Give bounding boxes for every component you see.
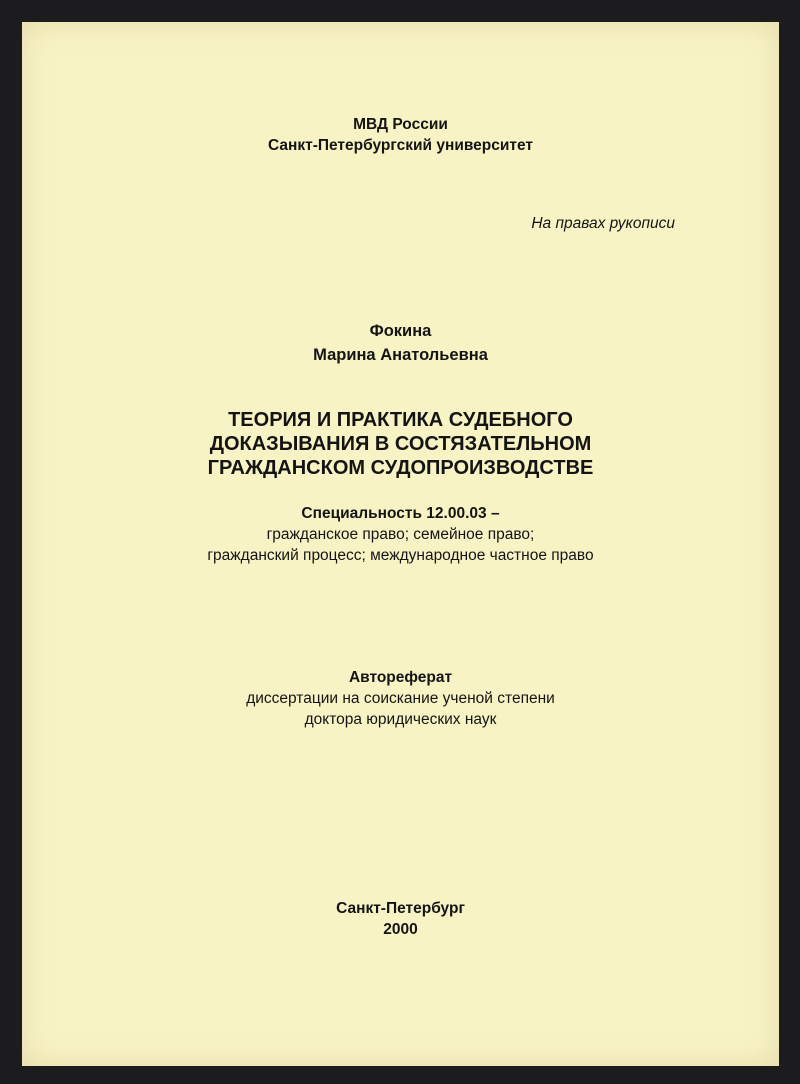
author-name: Марина Анатольевна (313, 346, 488, 364)
title-line-2: ДОКАЗЫВАНИЯ В СОСТЯЗАТЕЛЬНОМ (209, 433, 592, 455)
specialty-line-2: гражданский процесс; международное частное право (207, 547, 594, 564)
doc-type-line-2: доктора юридических наук (304, 711, 497, 728)
specialty-label: Специальность 12.00.03 – (301, 505, 500, 522)
organization-line-1: МВД России (353, 116, 448, 133)
doc-type-label: Автореферат (348, 669, 453, 686)
city: Санкт-Петербург (336, 900, 465, 917)
rights-note: На правах рукописи (531, 215, 675, 232)
organization-line-2: Санкт-Петербургский университет (267, 137, 534, 154)
specialty-line-1: гражданское право; семейное право; (266, 526, 535, 543)
year: 2000 (383, 921, 418, 938)
title-line-1: ТЕОРИЯ И ПРАКТИКА СУДЕБНОГО (228, 409, 573, 431)
doc-type-line-1: диссертации на соискание ученой степени (246, 690, 555, 707)
title-line-3: ГРАЖДАНСКОМ СУДОПРОИЗВОДСТВЕ (207, 457, 594, 479)
author-surname: Фокина (369, 322, 432, 340)
document-page (22, 22, 779, 1066)
